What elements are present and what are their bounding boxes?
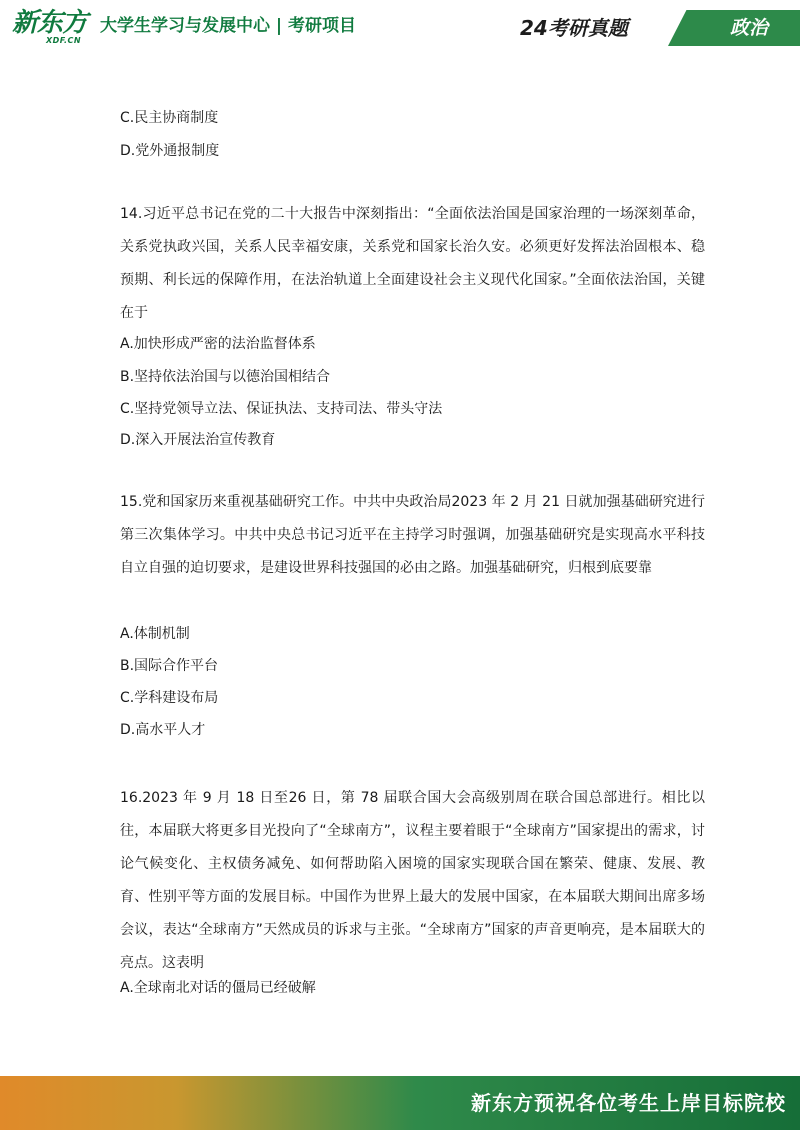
logo-subtext: XDF.CN (46, 36, 82, 45)
logo-text: 新东方 (12, 8, 88, 38)
page-footer (0, 1076, 800, 1130)
q14-option-d: D.深入开展法治宣传教育 (120, 432, 276, 448)
center-title: 大学生学习与发展中心 | 考研项目 (100, 16, 357, 36)
q15-option-d: D.高水平人才 (120, 722, 206, 738)
subject-label: 政治 (729, 17, 768, 39)
q15-stem: 15.党和国家历来重视基础研究工作。中共中央政治局2023 年 2 月 21 日就加强基础研究进行第三次集体学习。中共中央总书记习近平在主持学习时强调，加强基础研究是实现高水平科技自立自强的迫切要求，是建设世界科技强国的必由之路。加强基础研究，归根到底要靠 (120, 494, 705, 576)
q15-option-c: C.学科建设布局 (120, 690, 219, 706)
q16-option-a: A.全球南北对话的僵局已经破解 (120, 980, 316, 996)
prev-option-d: D.党外通报制度 (120, 143, 220, 159)
q15-option-a: A.体制机制 (120, 626, 190, 642)
prev-option-c: C.民主协商制度 (120, 110, 219, 126)
footer-slogan: 新东方预祝各位考生上岸目标院校 (471, 1091, 786, 1115)
q16-stem: 16.2023 年 9 月 18 日至26 日，第 78 届联合国大会高级别周在联合国总部进行。相比以往，本届联大将更多目光投向了“全球南方”，议程主要着眼于“全球南方”国家提出的需求，讨论气候变化、主权债务减免、如何帮助陷入困境的国家实现联合国在繁荣、健康、发展、教育、性别平等方面的发展目标。中国作为世界上最大的发展中国家，在本届联大期间出席多场会议，表达“全球南方”天然成员的诉求与主张。“全球南方”国家的声音更响亮，是本届联大的亮点。这表明 (120, 790, 705, 971)
q15-option-b: B.国际合作平台 (120, 658, 219, 674)
q14-option-c: C.坚持党领导立法、保证执法、支持司法、带头守法 (120, 401, 443, 417)
exam-title: 24考研真题 (520, 16, 628, 40)
q14-stem: 14.习近平总书记在党的二十大报告中深刻指出：“全面依法治国是国家治理的一场深刻革命，关系党执政兴国，关系人民幸福安康，关系党和国家长治久安。必须更好发挥法治固根本、稳预期、利长远的保障作用，在法治轨道上全面建设社会主义现代化国家。”全面依法治国，关键在于 (120, 206, 705, 321)
q14-option-a: A.加快形成严密的法治监督体系 (120, 336, 316, 352)
q14-option-b: B.坚持依法治国与以德治国相结合 (120, 369, 331, 385)
